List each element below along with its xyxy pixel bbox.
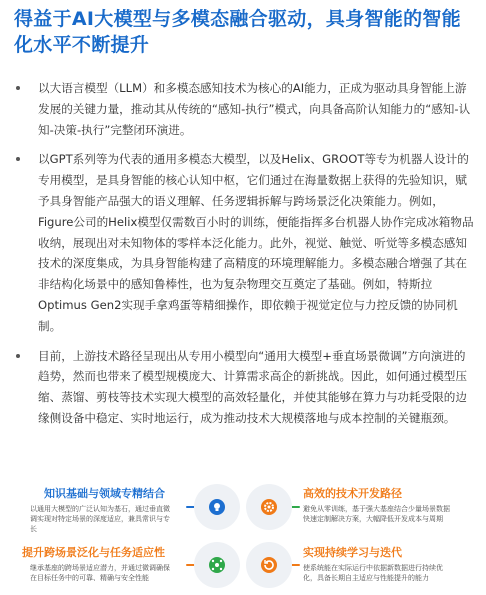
bullet-item <box>14 78 476 140</box>
panel-title-generalization: 提升跨场景泛化与任务适应性 <box>22 546 165 559</box>
bullet-text: 以大语言模型（LLM）和多模态感知技术为核心的AI能力，正成为驱动具身智能上游发展的关键力量，推动其从传统的“感知-执行”模式，向具备高阶认知能力的“感知-认知-决策-执行”完整闭环演进。 <box>38 81 471 137</box>
panel-title-continuous-learning: 实现持续学习与迭代 <box>303 546 402 559</box>
icon-circle <box>194 484 240 530</box>
icon-circle <box>194 542 240 588</box>
gear-icon <box>261 499 277 515</box>
bullet-item <box>14 149 476 336</box>
center-diagram <box>178 484 308 595</box>
network-icon <box>209 557 225 573</box>
page-title: 得益于AI大模型与多模态融合驱动，具身智能的智能化水平不断提升 <box>14 8 461 56</box>
bullet-dot <box>16 86 20 90</box>
bullet-dot <box>16 157 20 161</box>
refresh-icon <box>261 557 277 573</box>
bullet-text: 目前，上游技术路径呈现出从专用小模型向“通用大模型+垂直场景微调”方向演进的趋势，然而也带来了模型规模庞大、计算需求高企的新挑战。因此，如何通过模型压缩、蒸馏、剪枝等技术实现大模型的高效轻量化，并使其能够在算力与功耗受限的边缘侧设备中稳定、实时地运行，成为推动技术大规模落地与成本控制的关键瓶颈。 <box>38 348 467 425</box>
icon-circle <box>246 484 292 530</box>
panel-text-generalization: 继承基座的跨场景适应潜力，并通过微调确保在目标任务中的可靠、精确与安全性能 <box>30 564 170 582</box>
panel-text-efficiency: 避免从零训练，基于强大基座结合少量场景数据快速定制解决方案，大幅降低开发成本与周期 <box>303 505 450 523</box>
panel-text-knowledge: 以通用大模型的广泛认知为基石，通过垂直微调实现对特定场景的深度适应，兼具常识与专长 <box>30 505 170 533</box>
bullet-dot <box>16 354 20 358</box>
icon-circle <box>246 542 292 588</box>
bullet-text: 以GPT系列等为代表的通用多模态大模型，以及Helix、GROOT等专为机器人设计的专用模型，是具身智能的核心认知中枢，它们通过在海量数据上获得的先验知识，赋予具身智能产品强大的语义理解、任务逻辑拆解与跨场景泛化决策能力。例如，Figure公司的Helix模型仅需数百小时的训练，便能指挥多台机器人协作完成冰箱物品收纳，展现出对未知物体的零样本泛化能力。此外，视觉、触觉、听觉等多模态感知技术的深度集成，为具身智能构建了高精度的环境理解能力。多模态融合增强了其在非结构化场景中的感知鲁棒性，也为复杂物理交互奠定了基础。例如，特斯拉Optimus Gen2实现手拿鸡蛋等精细操作，即依赖于视觉定位与力控反馈的协同机制。 <box>38 152 474 333</box>
bullet-list <box>14 78 476 438</box>
panel-title-efficiency: 高效的技术开发路径 <box>303 487 402 500</box>
panel-text-continuous-learning: 使系统能在实际运行中依据新数据进行持续优化，具备长期自主适应与性能提升的能力 <box>303 564 443 582</box>
panel-title-knowledge: 知识基础与领域专精结合 <box>44 487 165 500</box>
infographic <box>0 480 486 595</box>
lightbulb-icon <box>209 499 225 515</box>
bullet-item <box>14 346 476 429</box>
